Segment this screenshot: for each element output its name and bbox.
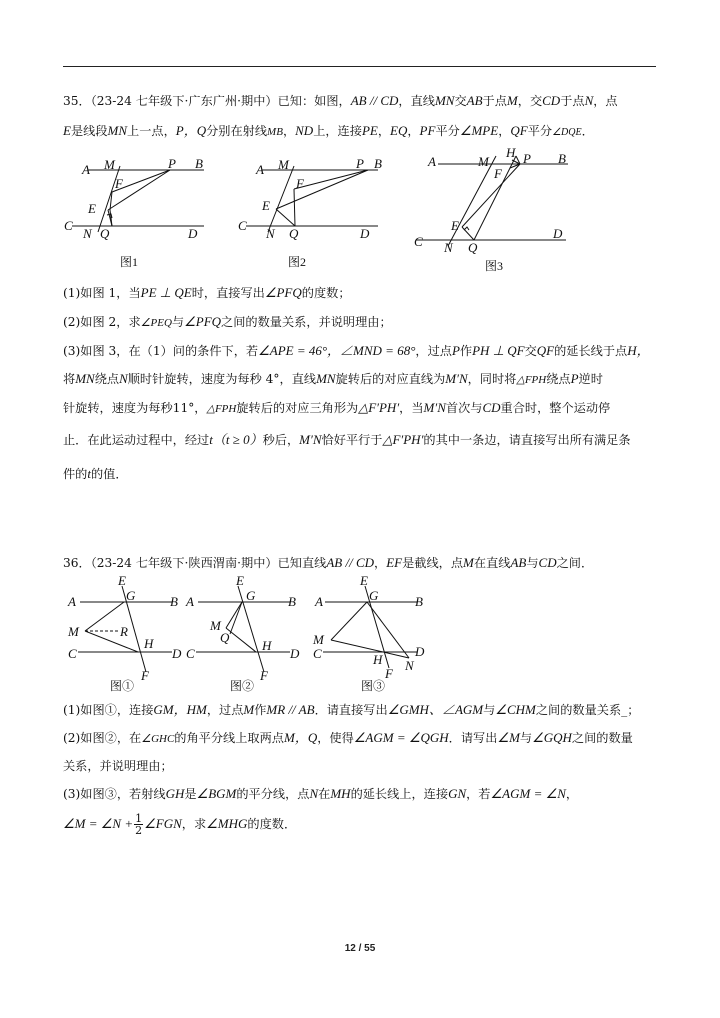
svg-text:P: P (523, 151, 531, 166)
svg-text:M: M (478, 154, 489, 169)
q36-sub2-line2: 关系，并说明理由； (63, 759, 173, 773)
page-number: 12 / 55 (344, 943, 376, 954)
svg-text:E: E (360, 574, 368, 588)
svg-text:E: E (118, 574, 126, 588)
svg-text:A: A (82, 162, 90, 177)
svg-text:E: E (451, 218, 459, 233)
svg-text:C: C (313, 646, 322, 661)
svg-text:G: G (369, 588, 379, 603)
q36-sub3-line1: (3)如图③，若射线GH是∠BGM的平分线，点N在MH的延长线上，连接GN，若∠AGM = ∠N， (63, 786, 579, 801)
svg-text:H: H (262, 638, 272, 653)
svg-text:图3: 图3 (485, 259, 504, 273)
svg-text:F: F (141, 668, 149, 683)
svg-text:M: M (104, 157, 115, 172)
svg-text:图①: 图① (110, 679, 135, 693)
svg-text:M: M (278, 157, 289, 172)
svg-text:A: A (186, 594, 194, 609)
fraction-one-half: $\frac{1}{2}$ (135, 812, 143, 837)
q35-sub3-line4: 止．在此运动过程中，经过t（t ≥ 0）秒后，M′N恰好平行于△F′PH′的其中一条边，请直接写出所有满足条 (63, 432, 631, 447)
svg-text:D: D (415, 644, 425, 659)
svg-text:C: C (238, 218, 247, 233)
svg-text:A: A (256, 162, 264, 177)
svg-text:M: M (68, 624, 79, 639)
svg-text:D: D (360, 226, 370, 241)
svg-text:E: E (262, 198, 270, 213)
q36-figure-2 (178, 574, 308, 694)
svg-text:D: D (290, 646, 300, 661)
svg-text:N: N (444, 240, 453, 255)
svg-text:图③: 图③ (361, 679, 386, 693)
q36-sub2-line1: (2)如图②，在∠GHC的角平分线上取两点M，Q，使得∠AGM = ∠QGH．请写出∠M与∠GQH之间的数量 (63, 730, 633, 745)
svg-text:N: N (405, 658, 414, 673)
q35-sub1: (1)如图 1，当PE ⊥ QE时，直接写出∠PFQ的度数； (63, 285, 351, 300)
svg-text:N: N (83, 226, 92, 241)
svg-text:E: E (236, 574, 244, 588)
svg-text:M: M (313, 632, 324, 647)
q36-line1: 36．（23-24 七年级下·陕西渭南·期中）已知直线AB // CD，EF是截线，点M在直线AB与CD之间． (63, 555, 594, 570)
q36-sub3-line2: ∠M = ∠N + $\frac{1}{2}$ ∠FGN，求∠MHG的度数． (63, 812, 297, 837)
svg-text:H: H (506, 146, 516, 160)
svg-text:A: A (315, 594, 323, 609)
q35-sub3-line5: 件的t的值． (63, 466, 128, 481)
header-rule (63, 66, 656, 67)
svg-text:F: F (385, 666, 393, 681)
svg-text:B: B (415, 594, 423, 609)
svg-text:C: C (68, 646, 77, 661)
q35-sub3-line3: 针旋转，速度为每秒11°，△FPH旋转后的对应三角形为△F′PH′，当M′N首次与CD重合时，整个运动停 (63, 400, 611, 415)
svg-text:C: C (64, 218, 73, 233)
svg-text:G: G (246, 588, 256, 603)
svg-text:N: N (266, 226, 275, 241)
q35-figure-1 (58, 152, 218, 276)
svg-text:B: B (558, 151, 566, 166)
svg-text:Q: Q (100, 226, 110, 241)
q35-sub2: (2)如图 2，求∠PEQ与∠PFQ之间的数量关系，并说明理由； (63, 314, 392, 329)
svg-text:图1: 图1 (120, 255, 139, 269)
svg-text:B: B (374, 156, 382, 171)
svg-text:D: D (188, 226, 198, 241)
q35-line2: E是线段MN上一点，P，Q分别在射线MB，ND上，连接PE，EQ，PF平分∠MPE，QF平分∠DQE． (63, 123, 594, 138)
svg-text:F: F (494, 166, 502, 181)
svg-text:F: F (115, 176, 123, 191)
svg-text:E: E (88, 201, 96, 216)
svg-text:A: A (428, 154, 436, 169)
svg-text:D: D (553, 226, 563, 241)
q35-figure-3 (408, 146, 588, 276)
svg-text:B: B (195, 156, 203, 171)
q36-figure-3 (305, 574, 435, 694)
svg-text:R: R (120, 624, 128, 639)
svg-text:Q: Q (468, 240, 478, 255)
svg-text:C: C (414, 234, 423, 249)
svg-text:图2: 图2 (288, 255, 307, 269)
svg-text:B: B (170, 594, 178, 609)
svg-text:Q: Q (289, 226, 299, 241)
svg-text:图②: 图② (230, 679, 255, 693)
svg-text:P: P (356, 156, 364, 171)
svg-text:H: H (373, 652, 383, 667)
q35-sub3-line2: 将MN绕点N顺时针旋转，速度为每秒 4°，直线MN旋转后的对应直线为M′N，同时将△FPH绕点P逆时 (63, 371, 603, 386)
q36-figure-1 (60, 574, 190, 694)
q35-figure-2 (232, 152, 392, 276)
svg-text:G: G (126, 588, 136, 603)
svg-text:F: F (296, 176, 304, 191)
svg-text:Q: Q (220, 630, 230, 645)
svg-text:A: A (68, 594, 76, 609)
svg-text:H: H (144, 636, 154, 651)
svg-text:B: B (288, 594, 296, 609)
q36-sub1: (1)如图①，连接GM，HM，过点M作MR // AB．请直接写出∠GMH、∠AGM与∠CHM之间的数量关系_； (63, 702, 640, 717)
q35-sub3-line1: (3)如图 3，在（1）问的条件下，若∠APE = 46°，∠MND = 68°，过点P作PH ⊥ QF交QF的延长线于点H， (63, 343, 650, 358)
svg-text:M: M (210, 618, 221, 633)
svg-text:C: C (186, 646, 195, 661)
svg-text:P: P (168, 156, 176, 171)
svg-text:D: D (172, 646, 182, 661)
svg-text:F: F (260, 668, 268, 683)
q35-line1: 35．（23-24 七年级下·广东广州·期中）已知：如图，AB // CD，直线MN交AB于点M，交CD于点N，点 (63, 93, 618, 108)
